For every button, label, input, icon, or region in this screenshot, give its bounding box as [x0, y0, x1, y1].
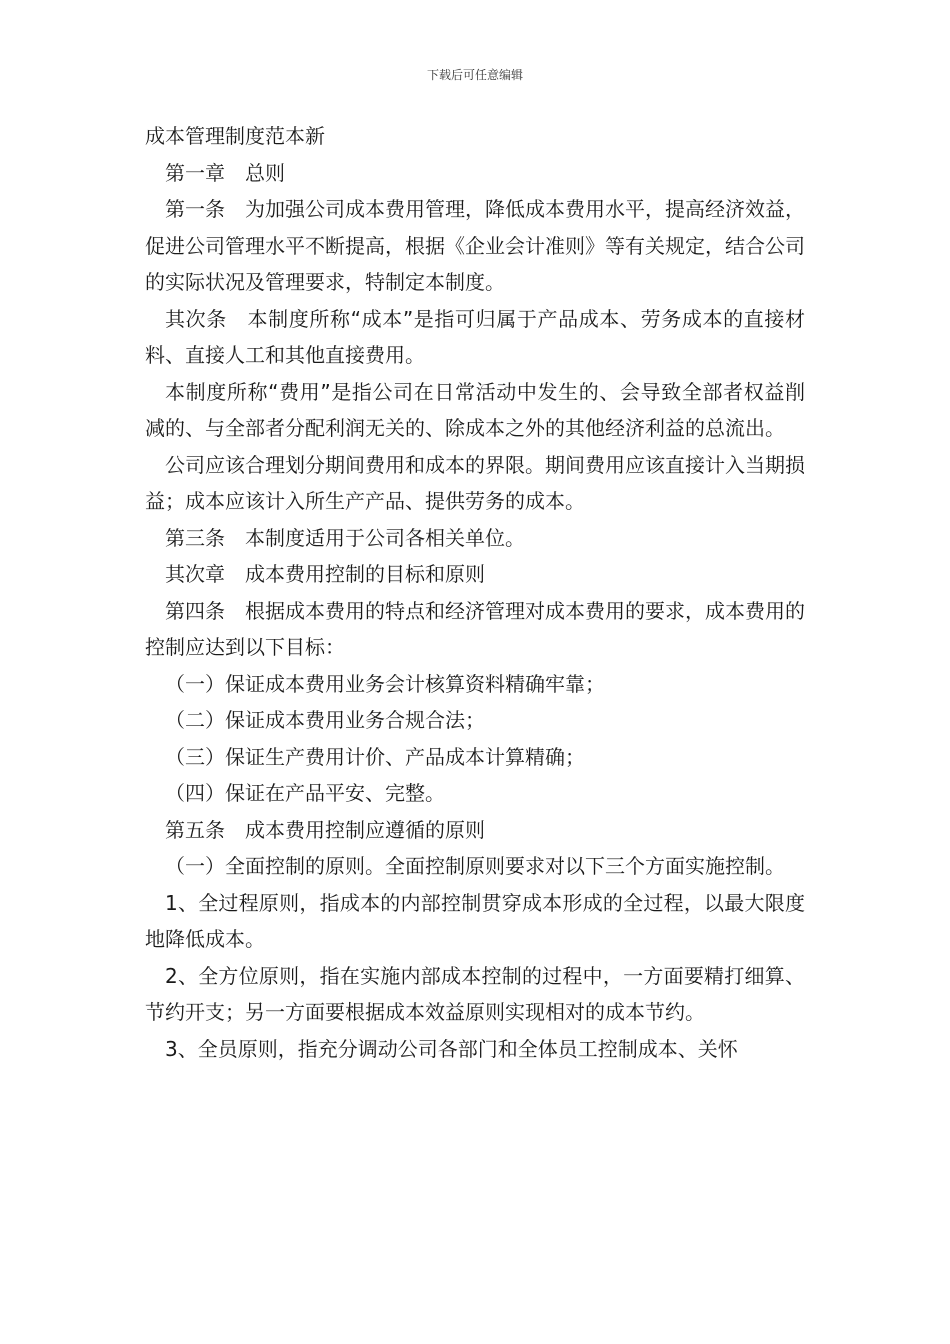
page-header-note: 下载后可任意编辑	[426, 68, 523, 82]
article-3: 第三条 本制度适用于公司各相关单位。	[165, 525, 525, 550]
principle-item-1: 1、全过程原则，指成本的内部控制贯穿成本形成的全过程，以最大限度地降低成本。	[145, 890, 805, 951]
article-5: 第五条 成本费用控制应遵循的原则	[165, 817, 485, 842]
principle-item-3: 3、全员原则，指充分调动公司各部门和全体员工控制成本、关怀	[165, 1036, 738, 1061]
principle-item-2: 2、全方位原则，指在实施内部成本控制的过程中，一方面要精打细算、节约开支；另一方面要根据成本效益原则实现相对的成本节约。	[145, 963, 805, 1024]
goal-item-2: （二）保证成本费用业务合规合法；	[165, 708, 485, 732]
chapter-2-heading: 其次章 成本费用控制的目标和原则	[165, 562, 485, 586]
document-body	[145, 118, 805, 1067]
principle-1: （一）全面控制的原则。全面控制原则要求对以下三个方面实施控制。	[165, 854, 785, 878]
article-2-paragraph-2: 本制度所称“费用”是指公司在日常活动中发生的、会导致全部者权益削减的、与全部者分配利润无关的、除成本之外的其他经济利益的总流出。	[145, 379, 805, 440]
article-4: 第四条 根据成本费用的特点和经济管理对成本费用的要求，成本费用的控制应达到以下目标：	[145, 598, 805, 659]
article-1: 第一条 为加强公司成本费用管理，降低成本费用水平，提高经济效益，促进公司管理水平不断提高，根据《企业会计准则》等有关规定，结合公司的实际状况及管理要求，特制定本制度。	[145, 197, 805, 294]
article-2-paragraph-3: 公司应该合理划分期间费用和成本的界限。期间费用应该直接计入当期损益；成本应该计入所生产产品、提供劳务的成本。	[145, 452, 805, 513]
goal-item-1: （一）保证成本费用业务会计核算资料精确牢靠；	[165, 671, 605, 696]
document-title: 成本管理制度范本新	[145, 124, 325, 148]
chapter-1-heading: 第一章 总则	[165, 160, 285, 185]
article-2: 其次条 本制度所称“成本”是指可归属于产品成本、劳务成本的直接材料、直接人工和其他直接费用。	[145, 306, 805, 367]
goal-item-3: （三）保证生产费用计价、产品成本计算精确；	[165, 744, 585, 769]
goal-item-4: （四）保证在产品平安、完整。	[165, 781, 445, 805]
